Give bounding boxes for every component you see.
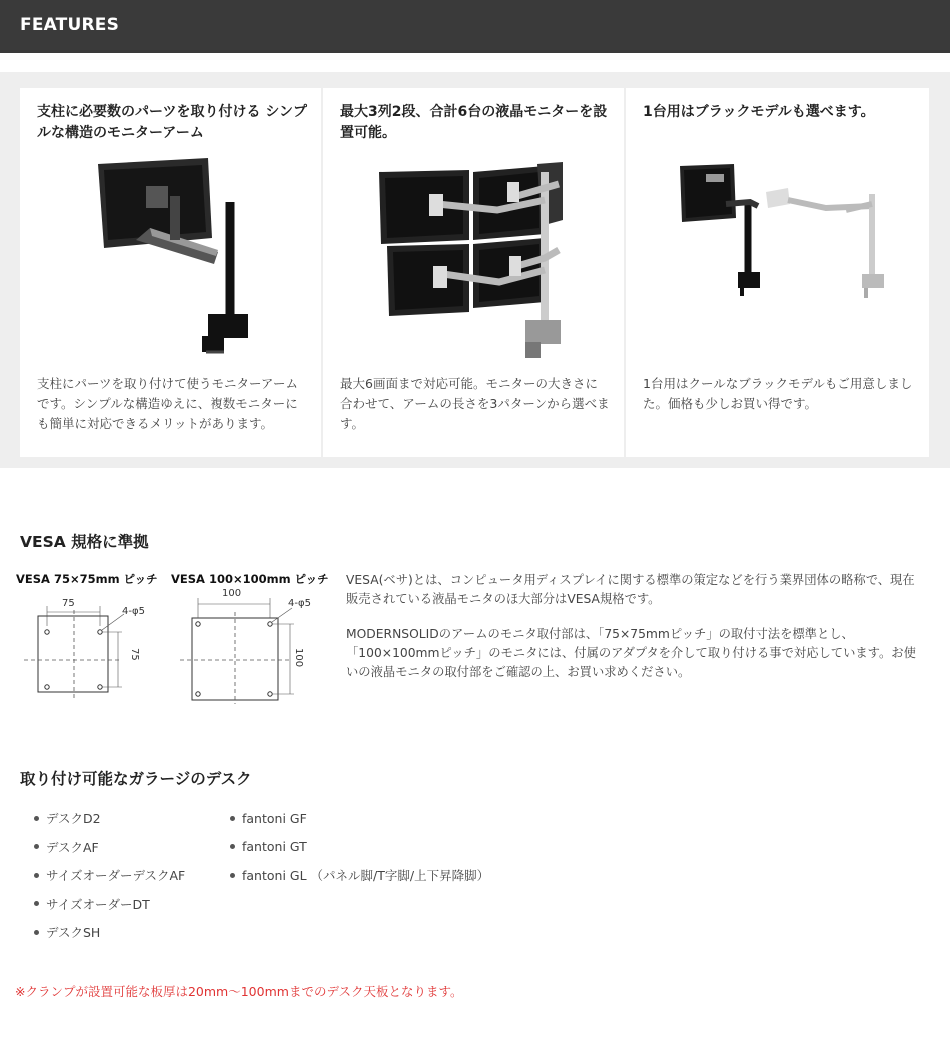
feature-card-six-monitors — [323, 88, 624, 457]
list-item: fantoni GL （パネル脚/T字脚/上下昇降脚） — [230, 861, 570, 890]
vesa-paragraph-2: MODERNSOLIDのアームのモニタ取付部は、「75×75mmピッチ」の取付寸法を標準とし、「100×100mmピッチ」のモニタには、付属のアダプタを介して取り付ける事で対応しています。お使いの液晶モニタの取付部をご確認の上、お買い求めください。 — [346, 627, 916, 679]
bullet-icon — [34, 873, 39, 878]
vesa-section-title: VESA 規格に準拠 — [20, 533, 149, 551]
list-item: fantoni GT — [230, 833, 570, 862]
vesa-75-label: VESA 75×75mm ピッチ — [16, 572, 158, 586]
vesa-100-diagram — [178, 586, 328, 706]
bullet-icon — [34, 930, 39, 935]
feature-card-description: 支柱にパーツを取り付けて使うモニターアームです。シンプルな構造ゆえに、複数モニターにも簡単に対応できるメリットがあります。 — [37, 376, 299, 431]
vesa-100-hole-label: 4-φ5 — [288, 598, 311, 609]
vesa-75-height-label: 75 — [129, 648, 140, 661]
list-item: デスクSH — [34, 918, 224, 947]
desks-section-title: 取り付け可能なガラージのデスク — [20, 770, 252, 788]
six-monitor-arm-image — [377, 160, 569, 360]
vesa-100-width-label: 100 — [222, 588, 242, 599]
vesa-75-diagram — [18, 590, 153, 705]
single-arm-monitor-image — [90, 156, 250, 362]
vesa-paragraph-1: VESA(ベサ)とは、コンピュータ用ディスプレイに関する標準の策定などを行う業界団体の略称で、現在販売されている液晶モニタのほ大部分はVESA規格です。 — [346, 573, 915, 606]
bullet-icon — [230, 816, 235, 821]
clamp-note: ※クランプが設置可能な板厚は20mm〜100mmまでのデスク天板となります。 — [15, 984, 463, 999]
bullet-icon — [230, 844, 235, 849]
vesa-100-height-label: 100 — [293, 648, 304, 668]
desk-list-right — [230, 804, 570, 890]
feature-card-title: 1台用はブラックモデルも選べます。 — [643, 104, 875, 120]
features-header — [0, 0, 950, 53]
vesa-75-width-label: 75 — [62, 598, 75, 609]
feature-card-black-model — [626, 88, 929, 457]
features-title: FEATURES — [20, 15, 120, 35]
vesa-75-hole-label: 4-φ5 — [122, 606, 145, 617]
feature-card-title: 最大3列2段、合計6台の液晶モニターを設置可能。 — [340, 104, 608, 141]
black-model-arm-image — [676, 160, 890, 302]
list-item: サイズオーダーデスクAF — [34, 861, 224, 890]
bullet-icon — [34, 844, 39, 849]
list-item: デスクD2 — [34, 804, 224, 833]
list-item: fantoni GF — [230, 804, 570, 833]
feature-card-description: 1台用はクールなブラックモデルもご用意しました。価格も少しお買い得です。 — [643, 376, 913, 411]
list-item: サイズオーダーDT — [34, 890, 224, 919]
feature-card-description: 最大6画面まで対応可能。モニターの大きさに合わせて、アームの長さを3パターンから選べます。 — [340, 376, 610, 431]
bullet-icon — [34, 816, 39, 821]
vesa-100-label: VESA 100×100mm ピッチ — [171, 572, 329, 586]
list-item: デスクAF — [34, 833, 224, 862]
feature-card-single-arm — [20, 88, 321, 457]
bullet-icon — [230, 873, 235, 878]
feature-card-title: 支柱に必要数のパーツを取り付ける シンプルな構造のモニターアーム — [37, 104, 307, 141]
desk-list-left — [34, 804, 224, 947]
bullet-icon — [34, 901, 39, 906]
